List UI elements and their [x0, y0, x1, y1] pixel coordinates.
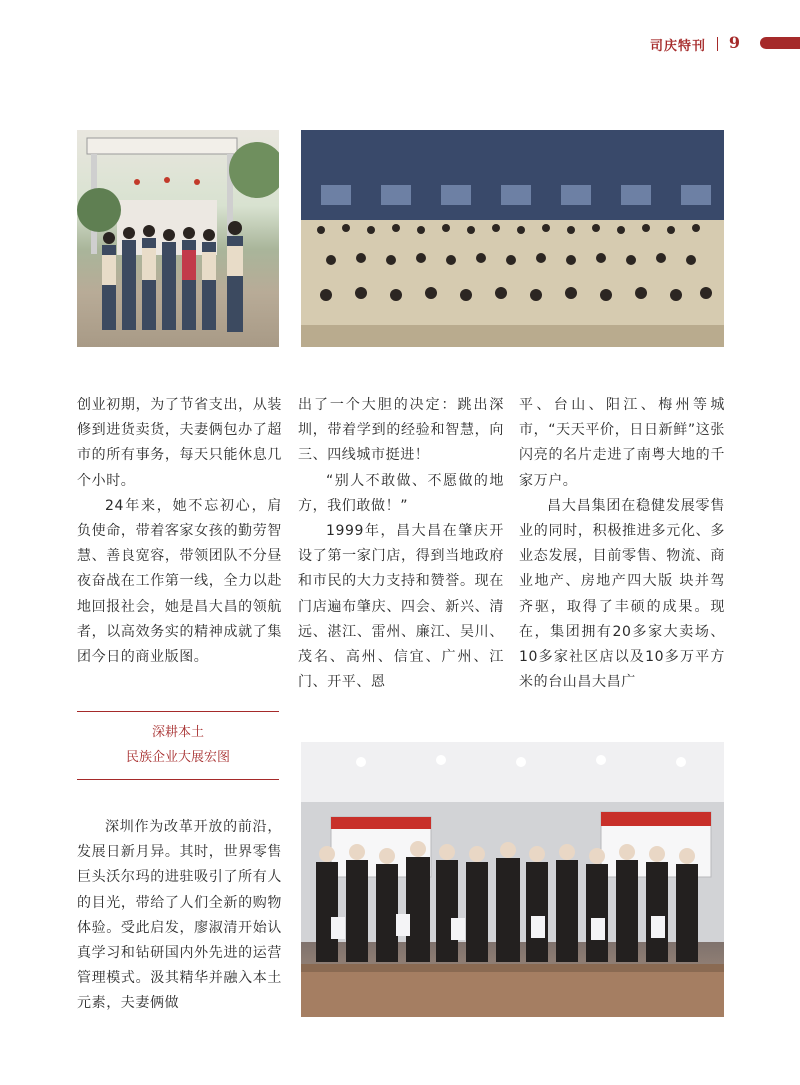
paragraph: 24年来，她不忘初心，肩负使命，带着客家女孩的勤劳智慧、善良宽容，带领团队不分昼夜奋战在工作第一线，全力以赴地回报社会，她是昌大昌的领航者，以高效务实的精神成就了集团今日的商业版图。 [77, 497, 282, 666]
paragraph: 1999年，昌大昌在肇庆开设了第一家门店，得到当地政府和市民的大力支持和赞誉。现在门店遍布肇庆、四会、新兴、清远、湛江、雷州、廉江、吴川、茂名、高州、信宜、广州、江门、开平、恩 [298, 523, 504, 691]
text-column-4 [77, 815, 282, 1017]
page-number: 9 [728, 33, 740, 52]
photo-large-group [301, 130, 724, 347]
magazine-title: 司庆特刊 [649, 39, 706, 54]
section-title-line-1: 深耕本土 [151, 725, 204, 740]
section-title-line-2: 民族企业大展宏图 [125, 750, 230, 765]
section-rule-top [77, 711, 279, 712]
paragraph: 平、台山、阳江、梅州等城市，“天天平价，日日新鲜”这张闪亮的名片走进了南粤大地的千家万户。 [519, 397, 725, 489]
photo-early-group-illustration [77, 130, 279, 347]
section-rule-bottom [77, 779, 279, 780]
photo-early-group [77, 130, 279, 347]
page-header [540, 33, 800, 55]
photo-event-group-illustration [301, 742, 724, 1017]
photo-event-group [301, 742, 724, 1017]
header-divider [717, 37, 718, 51]
paragraph: 创业初期，为了节省支出，从装修到进货卖货，夫妻俩包办了超市的所有事务，每天只能休息几个小时。 [77, 397, 282, 489]
paragraph: 昌大昌集团在稳健发展零售业的同时，积极推进多元化、多业态发展，目前零售、物流、商业地产、房地产四大版 块并驾齐驱，取得了丰硕的成果。现在，集团拥有20多家大卖场、10多家社区店以及10多万平方米的台山昌大昌广 [519, 497, 725, 691]
paragraph: 出了一个大胆的决定：跳出深圳，带着学到的经验和智慧，向三、四线城市挺进！ [298, 397, 504, 464]
text-column-1 [77, 393, 282, 670]
header-accent-bar [760, 37, 800, 49]
photo-large-group-illustration [301, 130, 724, 347]
paragraph: 深圳作为改革开放的前沿，发展日新月异。其时，世界零售巨头沃尔玛的进驻吸引了所有人的目光，带给了人们全新的购物体验。受此启发，廖淑清开始认真学习和钻研国内外先进的运营管理模式。汲其精华并融入本土元素，夫妻俩做 [77, 819, 282, 1012]
text-column-2 [298, 393, 504, 695]
paragraph: “别人不敢做、不愿做的地方，我们敢做！” [298, 472, 504, 514]
text-column-3 [519, 393, 725, 695]
